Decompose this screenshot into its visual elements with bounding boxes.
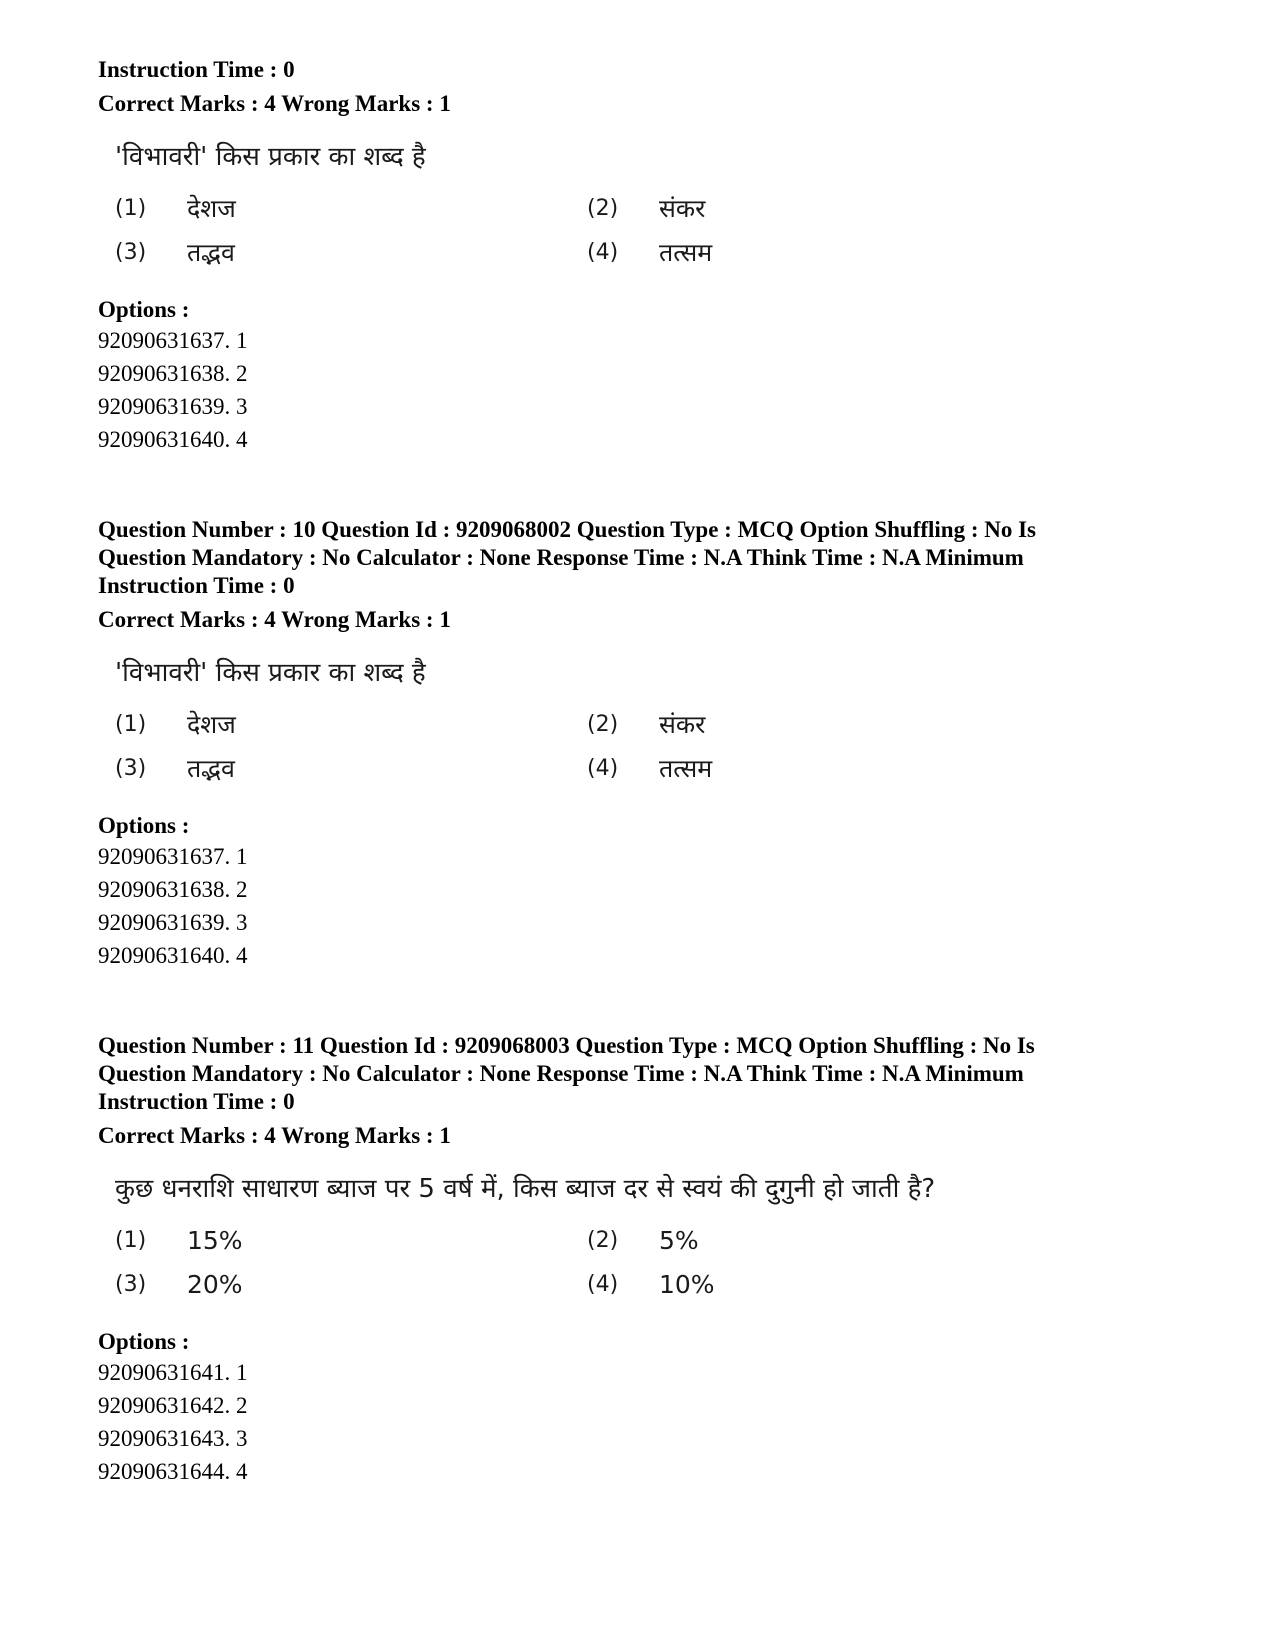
choice-text: देशज <box>187 194 236 223</box>
option-id-line: 92090631638. 2 <box>98 361 248 386</box>
choice-grid <box>115 192 1198 270</box>
choice-number: (2) <box>587 196 619 221</box>
choice-number: (2) <box>587 1228 619 1253</box>
option-id-line: 92090631639. 3 <box>98 910 248 935</box>
question-text: 'विभावरी' किस प्रकार का शब्द है <box>115 142 426 172</box>
choice-grid <box>115 708 1198 786</box>
option-id-line: 92090631640. 4 <box>98 943 248 968</box>
choice-2 <box>587 1224 887 1258</box>
question-meta-line: Question Number : 10 Question Id : 9209068002 Question Type : MCQ Option Shuffling : No Is <box>98 517 1037 542</box>
option-id-line: 92090631644. 4 <box>98 1459 248 1484</box>
choice-3 <box>115 752 587 786</box>
question-block-11 <box>98 1032 1198 1488</box>
choice-text: संकर <box>659 710 706 739</box>
question-text: 'विभावरी' किस प्रकार का शब्द है <box>115 658 426 688</box>
question-meta-line: Instruction Time : 0 <box>98 1089 295 1114</box>
option-id-line: 92090631642. 2 <box>98 1393 248 1418</box>
choice-2 <box>587 708 887 742</box>
choice-grid <box>115 1224 1198 1302</box>
choice-text: तद्भव <box>187 754 235 783</box>
question-image <box>115 656 1198 786</box>
document-page <box>98 56 1198 1488</box>
option-id-line: 92090631640. 4 <box>98 427 248 452</box>
choice-text: 15% <box>187 1226 243 1255</box>
question-meta-line: Question Number : 11 Question Id : 9209068003 Question Type : MCQ Option Shuffling : No Is <box>98 1033 1035 1058</box>
choice-4 <box>587 1268 887 1302</box>
choice-number: (4) <box>587 240 619 265</box>
marks-line: Correct Marks : 4 Wrong Marks : 1 <box>98 1123 451 1148</box>
choice-number: (4) <box>587 1272 619 1297</box>
choice-3 <box>115 1268 587 1302</box>
option-id-line: 92090631638. 2 <box>98 877 248 902</box>
marks-line: Correct Marks : 4 Wrong Marks : 1 <box>98 91 451 116</box>
option-id-line: 92090631637. 1 <box>98 844 248 869</box>
question-meta-line: Question Mandatory : No Calculator : None Response Time : N.A Think Time : N.A Minimum <box>98 1061 1024 1086</box>
question-meta-line: Instruction Time : 0 <box>98 573 295 598</box>
question-image <box>115 140 1198 270</box>
choice-number: (1) <box>115 196 147 221</box>
options-heading: Options : <box>98 297 190 322</box>
options-heading: Options : <box>98 813 190 838</box>
question-block-10 <box>98 516 1198 972</box>
choice-text: 20% <box>187 1270 243 1299</box>
option-id-line: 92090631637. 1 <box>98 328 248 353</box>
choice-number: (4) <box>587 756 619 781</box>
question-text: कुछ धनराशि साधारण ब्याज पर 5 वर्ष में, किस ब्याज दर से स्वयं की दुगुनी हो जाती है? <box>115 1174 936 1204</box>
question-meta-line: Instruction Time : 0 <box>98 57 295 82</box>
choice-number: (3) <box>115 240 147 265</box>
choice-text: तत्सम <box>659 238 713 267</box>
choice-1 <box>115 1224 587 1258</box>
choice-text: तत्सम <box>659 754 713 783</box>
choice-4 <box>587 752 887 786</box>
choice-text: संकर <box>659 194 706 223</box>
choice-number: (2) <box>587 712 619 737</box>
question-meta-line: Question Mandatory : No Calculator : None Response Time : N.A Think Time : N.A Minimum <box>98 545 1024 570</box>
option-id-line: 92090631643. 3 <box>98 1426 248 1451</box>
question-block-9 <box>98 56 1198 456</box>
choice-number: (1) <box>115 1228 147 1253</box>
choice-text: 5% <box>659 1226 699 1255</box>
marks-line: Correct Marks : 4 Wrong Marks : 1 <box>98 607 451 632</box>
choice-1 <box>115 708 587 742</box>
option-id-line: 92090631641. 1 <box>98 1360 248 1385</box>
option-id-line: 92090631639. 3 <box>98 394 248 419</box>
choice-number: (3) <box>115 756 147 781</box>
choice-number: (1) <box>115 712 147 737</box>
options-heading: Options : <box>98 1329 190 1354</box>
choice-1 <box>115 192 587 226</box>
choice-text: तद्भव <box>187 238 235 267</box>
choice-2 <box>587 192 887 226</box>
choice-number: (3) <box>115 1272 147 1297</box>
choice-4 <box>587 236 887 270</box>
choice-text: 10% <box>659 1270 715 1299</box>
choice-3 <box>115 236 587 270</box>
choice-text: देशज <box>187 710 236 739</box>
question-image <box>115 1172 1198 1302</box>
